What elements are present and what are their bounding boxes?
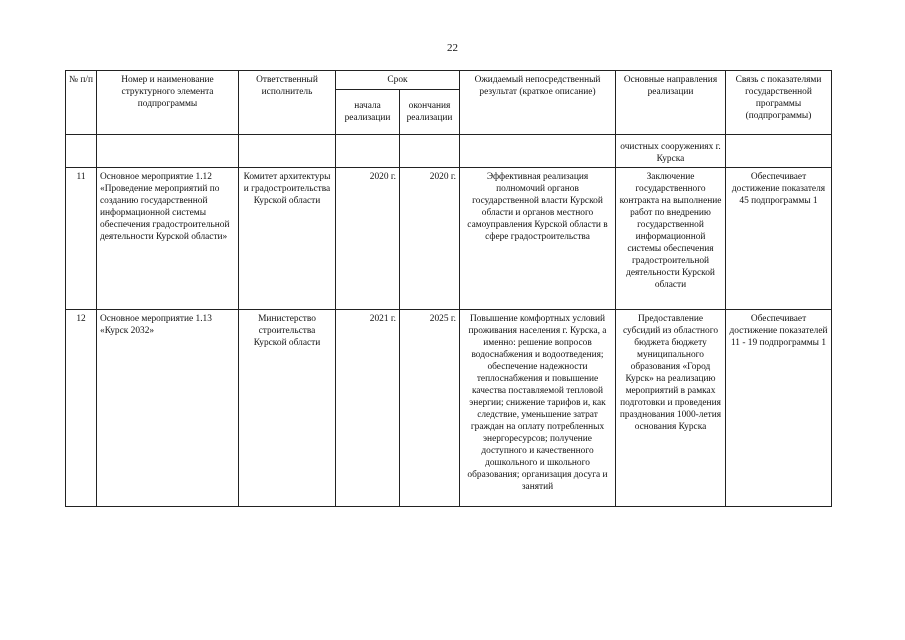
table-cell: [460, 135, 616, 168]
page-number: 22: [447, 42, 458, 54]
row-executor: Комитет архитектуры и градостроительства Курской области: [239, 168, 336, 310]
table-cell: [239, 135, 336, 168]
table-cell: [66, 135, 97, 168]
row-element: Основное мероприятие 1.13 «Курск 2032»: [97, 310, 239, 507]
header-term: Срок: [336, 71, 460, 90]
table-row: [66, 168, 832, 310]
row-directions: Предоставление субсидий из областного бюджета бюджету муниципального образования «Город Курск» на реализацию мероприятий в рамках подготовки и проведения празднования 1000-летия основания Курска: [616, 310, 726, 507]
row-num: 12: [66, 310, 97, 507]
header-directions: Основные направления реализации: [616, 71, 726, 135]
table-cell: [336, 135, 400, 168]
header-element: Номер и наименование структурного элемента подпрограммы: [97, 71, 239, 135]
table-cell: [97, 135, 239, 168]
row-end: 2025 г.: [400, 310, 460, 507]
row-element: Основное мероприятие 1.12 «Проведение мероприятий по созданию государственной информационной системы обеспечения градостроительной деятельности Курской области»: [97, 168, 239, 310]
row-directions: Заключение государственного контракта на выполнение работ по внедрению государственной информационной системы обеспечения градостроительной деятельности Курской области: [616, 168, 726, 310]
header-link: Связь с показателями государственной программы (подпрограммы): [726, 71, 832, 135]
row-start: 2021 г.: [336, 310, 400, 507]
header-start: начала реализации: [336, 90, 400, 135]
row-executor: Министерство строительства Курской области: [239, 310, 336, 507]
header-executor: Ответственный исполнитель: [239, 71, 336, 135]
header-num: № п/п: [66, 71, 97, 135]
header-end: окончания реализации: [400, 90, 460, 135]
continuation-row: [66, 135, 832, 168]
row-start: 2020 г.: [336, 168, 400, 310]
row-end: 2020 г.: [400, 168, 460, 310]
header-row: [66, 71, 832, 90]
row-num: 11: [66, 168, 97, 310]
table-cell: [726, 135, 832, 168]
row-link: Обеспечивает достижение показателя 45 подпрограммы 1: [726, 168, 832, 310]
row-result: Повышение комфортных условий проживания населения г. Курска, а именно: решение вопросов водоснабжения и водоотведения; обеспечение надежности теплоснабжения и повышение качества поставляемой тепловой энергии; снижение тарифов и, как следствие, уменьшение затрат граждан на оплату потребленных энергоресурсов; получение доступного и качественного дошкольного и школьного образования; организация досуга и занятий: [460, 310, 616, 507]
row-link: Обеспечивает достижение показателей 11 - 19 подпрограммы 1: [726, 310, 832, 507]
header-result: Ожидаемый непосредственный результат (краткое описание): [460, 71, 616, 135]
continuation-directions: очистных сооружениях г. Курска: [616, 135, 726, 168]
table-cell: [400, 135, 460, 168]
table-row: [66, 310, 832, 507]
row-result: Эффективная реализация полномочий органов государственной власти Курской области и органов местного самоуправления Курской области в сфере градостроительства: [460, 168, 616, 310]
activities-table: [65, 70, 832, 507]
